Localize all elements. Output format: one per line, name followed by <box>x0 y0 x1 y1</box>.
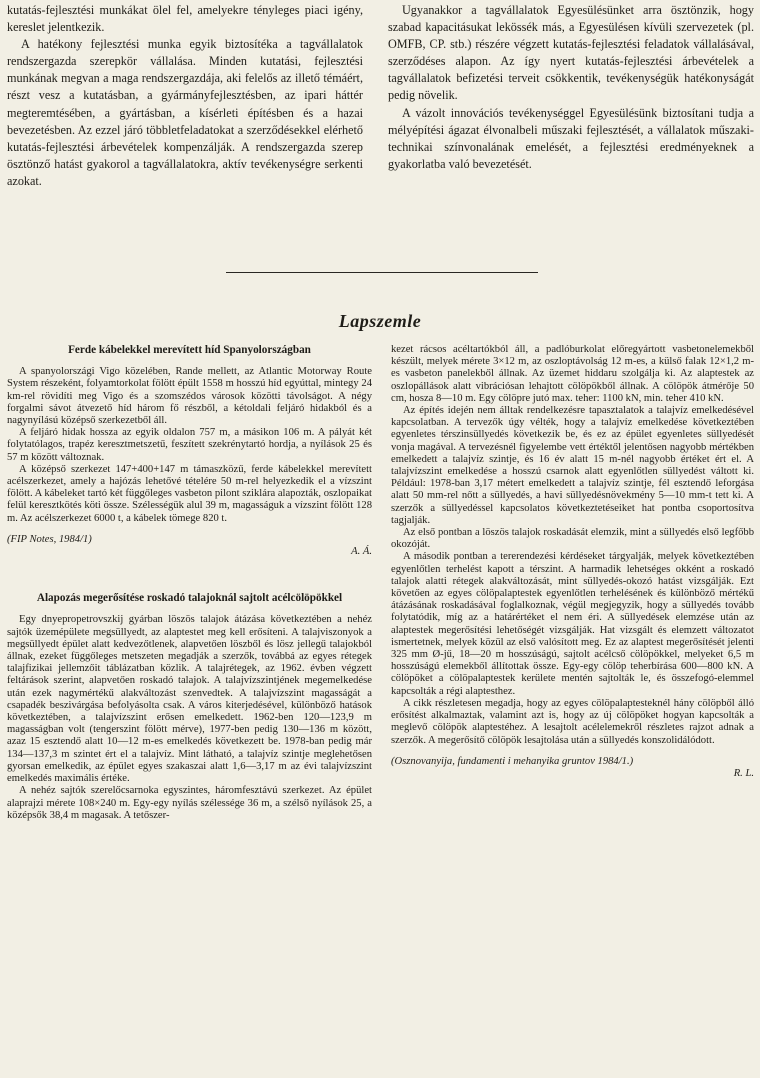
section-title: Lapszemle <box>338 311 422 331</box>
article-2-source: (Osznovanyija, fundamenti i mehanyika gruntov 1984/1.) <box>391 755 634 767</box>
article-2-paragraph: Az építés idején nem álltak rendelkezésre tapasztalatok a talajvíz emelkedésével kapcsolatban. A tervezők úgy vélték, hogy a talajvíz emelkedése következtében egyenletes térszinsüllyedés következik be, és ez az épület egyenletes süllyedését vonja magával. A tervezésnél figyelembe vett értéktől jelentősen nagyobb mértékben emelkedett a talajvíz szintje, és 16 év alatt 15 m-nél nagyobb értéket ért el. A talajvízszint emelkedése a hosszú csarnok alatt egyenlőtlen süllyedést váltott ki. Például: 1978-ban 3,17 métert emelkedett a talajvíz szintje, fél esztendő leforgása alatt 50 mm-rel nőtt a süllyedés, a havi süllyedésnövekmény 5—10 mm-t tett ki. A szerzők a süllyedéssel kapcsolatos következtetéseiket hat pontba csoportosítva tagjalják. <box>391 405 754 526</box>
top-right-column <box>388 2 754 173</box>
top-right-paragraph: Ugyanakkor a tagvállalatok Egyesülésünket arra ösztönzik, hogy szabad kapacitásukat lekössék más, a Egyesülésen kívüli szervezetek (pl. OMFB, CP. stb.) részére végzett kutatás-fejlesztési feladatok vállalásával, szerződéses alapon. Az így nyert kutatás-fejlesztési árbevételek a tagvállalatok befizetési terveit csökkentik, tevékenységük hatékonyságát pedig növelik. <box>388 3 754 103</box>
top-left-column <box>7 2 363 190</box>
article-1-paragraph: A feljáró hidak hossza az egyik oldalon 757 m, a másikon 106 m. A pályát két folytatólagos, trapéz keresztmetszetű, feszített szekrénytartó hordja, a nyílások 25 és 57 m között változnak. <box>7 427 372 463</box>
top-left-paragraph: kutatás-fejlesztési munkákat ölel fel, amelyekre tényleges piaci igény, kereslet jelentkezik. <box>7 3 363 35</box>
article-1-paragraph: A spanyolországi Vigo közelében, Rande mellett, az Atlantic Motorway Route System részeként, folyamtorkolat fölött épült 1558 m hosszú híd egyúttal, mintegy 24 km-rel rövidíti meg Vigo és a szomszédos városok közötti távolságot. A négy forgalmi sávot átvezető híd három fő részből, a kétoldali feljáró hidakból és a nagynyílású középső szerkezetből áll. <box>7 366 372 427</box>
article-2-paragraph: A második pontban a tererendezési kérdéseket tárgyalják, melyek következtében egyenlőtlen terhelést kapott a térszint. A harmadik lehetséges okként a roskadó talajok alatti rétegek alakváltozását, mint süllyedés-okozó hatást vizsgálják. Ezt követően az egyes cölöpalaptestek egyenlőtlen terhelésének és különböző mértékű átázásának roskadásával foglalkoznak, végül megjegyzik, hogy a süllyedés tovább folytatódik, míg az a határértéket el nem éri. A süllyedések elemzése után az alaptestek megerősítési lehetőségét vizsgálják. Hat vizsgált és elemzett változatot ismertetnek, melyek közül az első valósított meg. Ez az alaptest megerősítését jelenti 325 mm Ø-jű, 18—20 m hosszúságú, sajtolt acélcső cölöpökkel, melyeket 6,5 m hosszúságú elemekből állítottak össze. Egy-egy cölöp teherbírása 600—800 kN. A cölöpöket a cölöpalaptestek kerülete mentén sajtolták le, és összefogó-elemmel kapcsolták a régi alaptesthez. <box>391 551 754 697</box>
article-2-paragraph: A nehéz sajtók szerelőcsarnoka egyszintes, háromfesztávú szerkezet. Az épület alaprajzi mérete 108×240 m. Egy-egy nyílás szélessége 36 m, a szélső nyílások 25, a középsők 38,4 m magasak. A tetőszer- <box>7 785 372 821</box>
top-left-paragraph: A hatékony fejlesztési munka egyik biztosítéka a tagvállalatok rendszergazda szerepkör vállalása. Minden kutatási, fejlesztési munkának megvan a maga rendszergazdája, aki felelős az illető témáért, részt vesz a kutatásban, a gyármányfejlesztésben, az ipari háttér megteremtésében, a gyártásban, a kísérleti építésben és a hazai bevezetésben. Az ezzel járó többletfeladatokat a szerződésekkel elérhető kutatás-fejlesztési árbevételek kompenzálják. A rendszergazda szerep ösztönző hatást gyakorol a tagvállalatokra, aktív tevékenységre serkenti azokat. <box>7 37 363 188</box>
article-1-source: (FIP Notes, 1984/1) <box>7 533 92 545</box>
left-lower-column <box>7 344 372 822</box>
article-2-paragraph: A cikk részletesen megadja, hogy az egyes cölöpalaptesteknél hány cölöpből álló erősítést alkalmaztak, valamint azt is, hogy az új cölöpöket hogyan kapcsolták a meglevő cölöpök alaptestéhez. A lesajtolt acélelemekről részletes rajzot adnak a szerzők. A megerősítő cölöpök lesajtolása után a süllyedés konszolidálódott. <box>391 697 754 746</box>
right-lower-column <box>391 344 754 780</box>
top-right-paragraph: A vázolt innovációs tevékenységgel Egyesülésünk biztosítani tudja a mélyépítési ágazat élvonalbeli műszaki fejlesztését, a vállalatok műszaki-technikai színvonalának emelését, a fejlesztési eredményeknek a gyakorlatba való bevezetését. <box>388 105 754 171</box>
article-2-paragraph: kezet rácsos acéltartókból áll, a padlóburkolat előregyártott vasbetonelemekből készült, melyek mérete 3×12 m, az oszloptávolság 12 m-es, a külső falak 12×1,2 m-es vasbeton panelekből állnak. Az üzemet hiddaru szolgálja ki. Az alaptestek az oszlopállások alatt vibrációsan lehajtott cölöpökből állnak. A cölöpök átmérője 50 cm, hosza 8—10 m. Egy cölöpre jutó max. teher: 1100 kN, min. teher 410 kN. <box>391 344 754 404</box>
article-2-paragraph: Egy dnyepropetrovszkij gyárban löszös talajok átázása következtében a nehéz sajtók üzemépülete megsüllyedt, az alaptestet meg kell erősíteni. A talajviszonyok a megsüllyedt épület alatt kedvezőtlenek, alapvetően löszből és lösz jellegű talajokból állnak, ezeket függőleges metszeten megadják a szerzők, továbbá az egyes rétegek talajfizikai jellemzőit táblázatban közlik. A talajrétegek, az 1962. évben végzett feltárások szerint, alapvetően roskadó talajok. A talajvízszintjének megemelkedése után ezek nagymértékű alakváltozást szenvedtek. A talajvízszint magasságát a csapadék beszivárgása befolyásolta csak. A város kiterjedésével, különböző hatások következtében, a talajvízszint erősen emelkedett. 1962-ben 120—123,9 m magasságban volt (tengerszint fölött mérve), 1977-ben pedig 130—136 m között, azaz 15 esztendő alatt 10—12 m-es emelkedés következett be. 1978-ban pedig már 134—137,3 m szintet ért el a talajvíz. Mint látható, a talajvíz szintje meglehetősen gyorsan emelkedik, az épület egyes szakaszai alatt 1,6—3,17 m az évi talajvízszint emelkedés maximális értéke. <box>7 614 372 785</box>
article-2-title: Alapozás megerősítése roskadó talajoknál sajtolt acélcölöpökkel <box>36 592 343 605</box>
section-divider <box>226 272 538 273</box>
article-1-paragraph: A középső szerkezet 147+400+147 m támaszközű, ferde kábelekkel merevített acélszerkezet, amely a hajózás lehetővé tételére 50 m-rel helyezkedik el a vízszint fölött. A kábeleket tartó két függőleges vasbeton pilont sziklára alapozták, oszlopaikat felül keresztkötés köti össze. Szélességük alul 39 m, magasságuk a vízszint fölött 128 m. Az acélszerkezet 6000 t, a kábelek tömege 820 t. <box>7 463 372 524</box>
article-2-signature: R. L. <box>733 767 754 779</box>
article-1-signature: A. Á. <box>351 546 372 558</box>
article-2-paragraph: Az első pontban a löszös talajok roskadását elemzik, mint a süllyedés első legfőbb okozóját. <box>391 527 754 551</box>
article-1-title: Ferde kábelekkel merevített híd Spanyolországban <box>68 344 311 356</box>
